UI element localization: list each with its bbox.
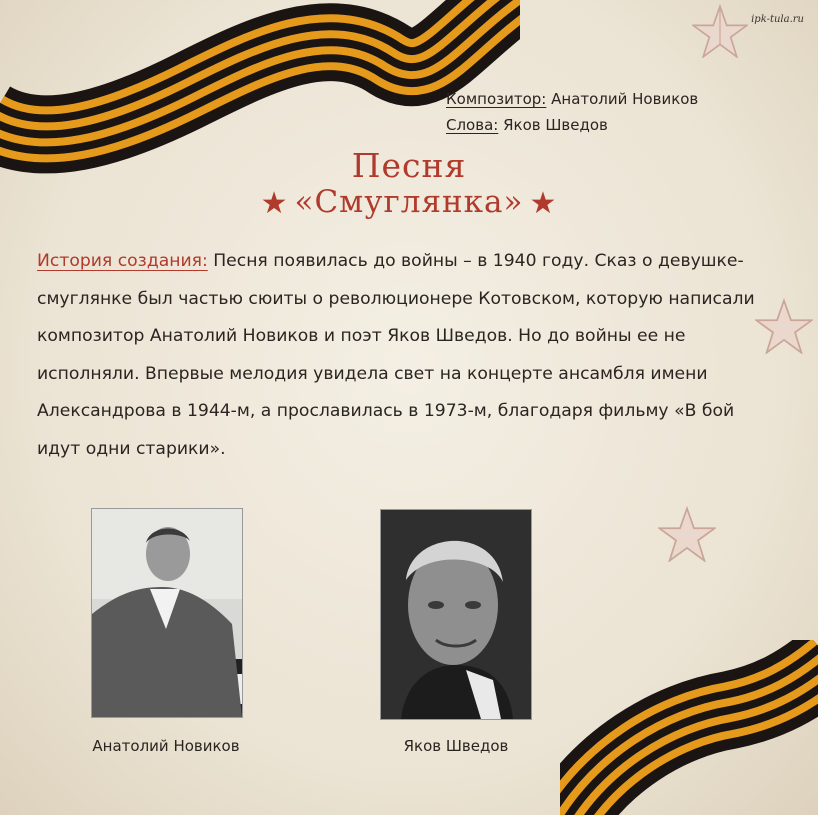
story-text: Песня появилась до войны – в 1940 году. Сказ о девушке-смуглянке был частью сюиты о революционере Котовском, которую написали композитор Анатолий Новиков и поэт Яков Шведов. Но до войны ее не исполняли. Впервые мелодия увидела свет на концерте ансамбля имени Александрова в 1944-м, а прославилась в 1973-м, благодаря фильму «В бой идут одни старики». — [37, 251, 755, 459]
lyrics-author: Яков Шведов — [503, 116, 608, 134]
composer-name: Анатолий Новиков — [551, 90, 699, 108]
portrait-image — [92, 509, 242, 717]
photo-lyricist — [380, 509, 532, 720]
story-paragraph — [37, 243, 777, 468]
photo-caption: Анатолий Новиков — [92, 737, 240, 755]
star-icon: ★ — [529, 186, 558, 221]
song-title — [0, 184, 818, 221]
composer-credit — [446, 86, 698, 112]
decorative-star-icon — [692, 4, 748, 58]
portrait-image — [381, 510, 531, 719]
star-icon: ★ — [260, 186, 289, 221]
lyrics-label: Слова: — [446, 116, 499, 134]
composer-label: Композитор: — [446, 90, 547, 108]
watermark: ipk-tula.ru — [751, 14, 804, 25]
title-line-1: Песня — [351, 146, 467, 185]
decorative-star-icon — [658, 506, 716, 562]
song-name: «Смуглянка» — [294, 184, 524, 220]
credits — [446, 86, 698, 138]
photo-caption: Яков Шведов — [403, 737, 509, 755]
lyrics-credit — [446, 112, 698, 138]
photo-composer — [91, 508, 243, 718]
ribbon-bottom-right — [560, 640, 818, 815]
story-heading: История создания: — [37, 251, 208, 271]
